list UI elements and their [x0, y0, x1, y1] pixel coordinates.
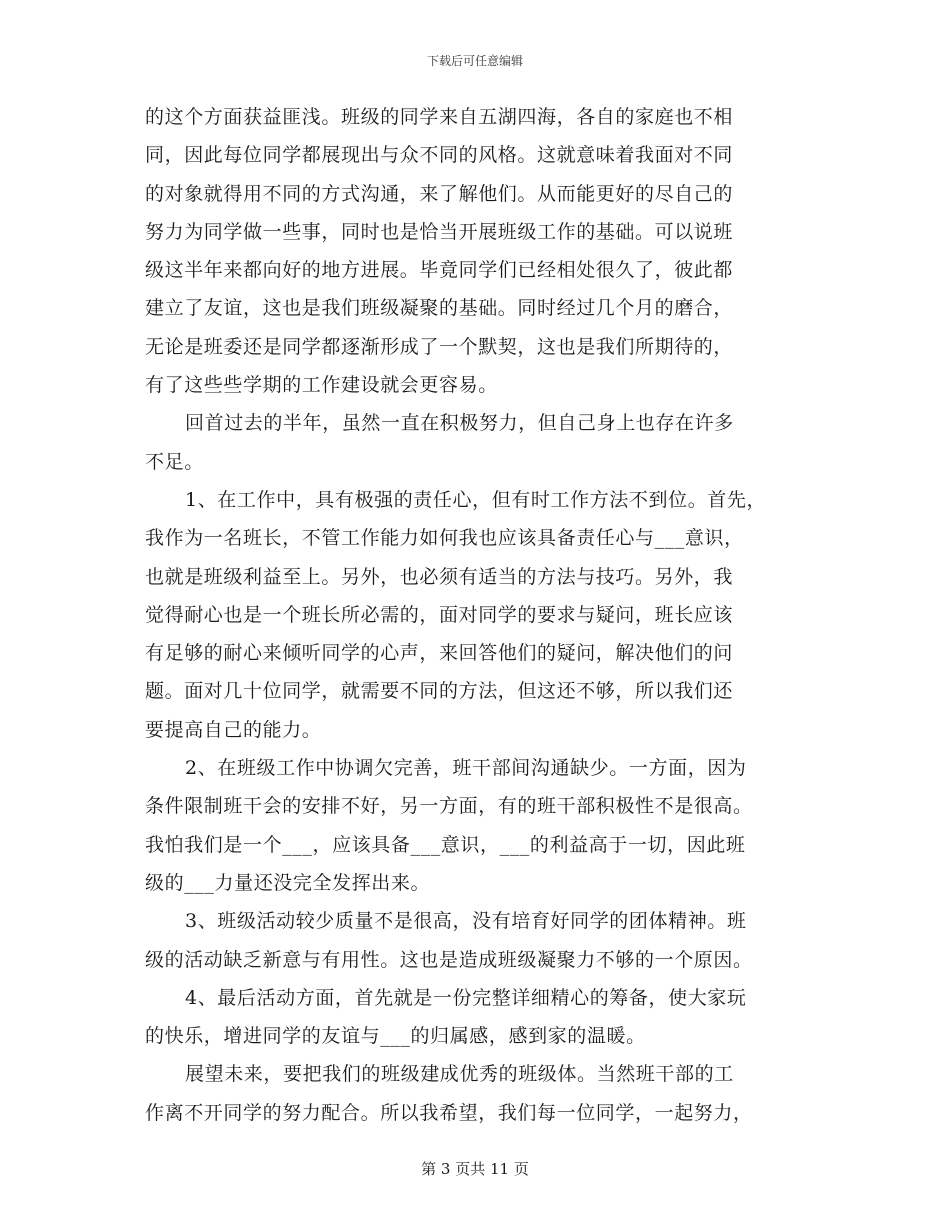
text-line: 展望未来，要把我们的班级建成优秀的班级体。当然班干部的工 [185, 1063, 734, 1086]
page-footer: 第 3 页共 11 页 [421, 1160, 529, 1178]
text-line: 有足够的耐心来倾听同学的心声，来回答他们的疑问，解决他们的问 [145, 642, 734, 665]
text-line: 的对象就得用不同的方式沟通，来了解他们。从而能更好的尽自己的 [145, 182, 734, 205]
text-line: 我怕我们是一个___，应该具备___意识，___的利益高于一切，因此班 [145, 833, 746, 856]
text-line: 建立了友谊，这也是我们班级凝聚的基础。同时经过几个月的磨合， [145, 297, 734, 320]
text-line: 努力为同学做一些事，同时也是恰当开展班级工作的基础。可以说班 [145, 220, 734, 243]
text-line: 作离不开同学的努力配合。所以我希望，我们每一位同学，一起努力， [145, 1101, 753, 1124]
text-line: 级这半年来都向好的地方进展。毕竟同学们已经相处很久了，彼此都 [145, 259, 734, 282]
text-line: 觉得耐心也是一个班长所必需的，面对同学的要求与疑问，班长应该 [145, 603, 734, 626]
text-line: 也就是班级利益至上。另外，也必须有适当的方法与技巧。另外，我 [145, 565, 734, 588]
text-line: 我作为一名班长，不管工作能力如何我也应该具备责任心与___意识， [145, 527, 744, 550]
text-line: 2、在班级工作中协调欠完善，班干部间沟通缺少。一方面，因为 [185, 757, 747, 780]
text-line: 级的___力量还没完全发挥出来。 [145, 871, 431, 894]
text-line: 题。面对几十位同学，就需要不同的方法，但这还不够，所以我们还 [145, 680, 734, 703]
text-line: 的快乐，增进同学的友谊与___的归属感，感到家的温暖。 [145, 1025, 646, 1048]
body-text [145, 98, 815, 1132]
text-line: 不足。 [145, 450, 204, 473]
text-line: 级的活动缺乏新意与有用性。这也是造成班级凝聚力不够的一个原因。 [145, 948, 753, 971]
text-line: 4、最后活动方面，首先就是一份完整详细精心的筹备，使大家玩 [185, 986, 747, 1009]
text-line: 同，因此每位同学都展现出与众不同的风格。这就意味着我面对不同 [145, 144, 734, 167]
text-line: 无论是班委还是同学都逐渐形成了一个默契，这也是我们所期待的， [145, 335, 734, 358]
text-line: 有了这些些学期的工作建设就会更容易。 [145, 374, 498, 397]
text-line: 回首过去的半年，虽然一直在积极努力，但自己身上也存在许多 [185, 412, 734, 435]
text-line: 要提高自己的能力。 [145, 718, 322, 741]
text-line: 的这个方面获益匪浅。班级的同学来自五湖四海，各自的家庭也不相 [145, 106, 734, 128]
text-line: 3、班级活动较少质量不是很高，没有培育好同学的团体精神。班 [185, 910, 747, 933]
page-header: 下载后可任意编辑 [426, 54, 523, 68]
text-line: 条件限制班干会的安排不好，另一方面，有的班干部积极性不是很高。 [145, 795, 753, 818]
text-line: 1、在工作中，具有极强的责任心，但有时工作方法不到位。首先， [185, 488, 767, 511]
